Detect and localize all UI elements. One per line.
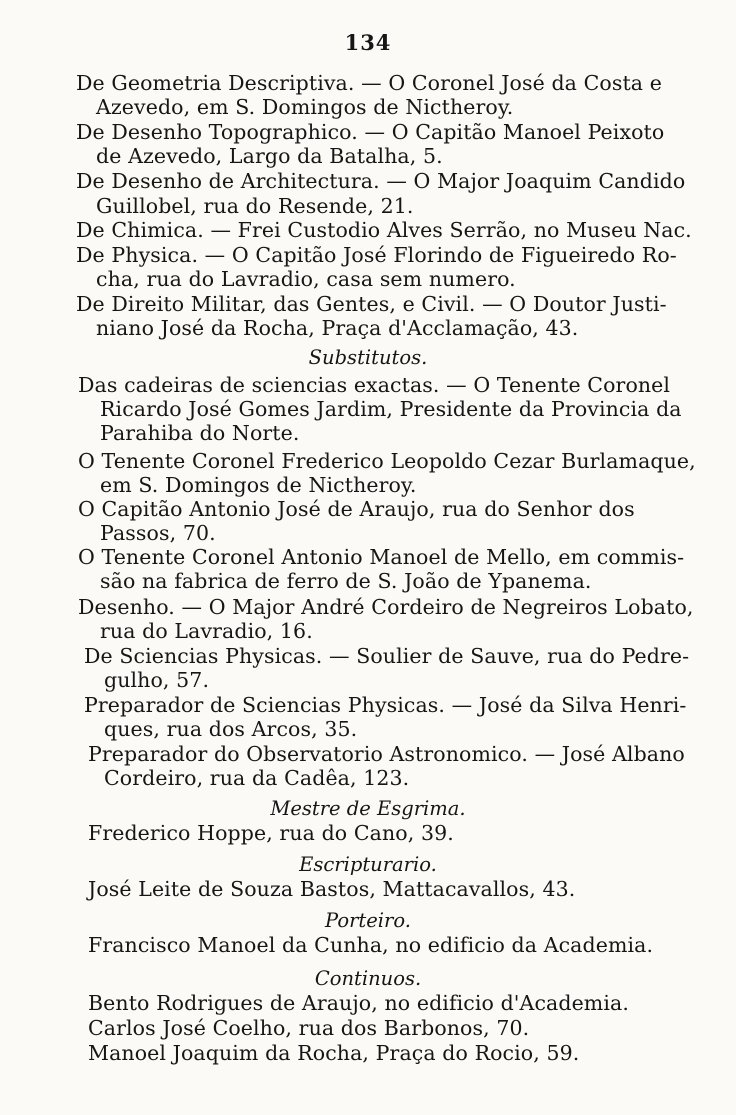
entry-physica: De Physica. — O Capitão José Florindo de Figueiredo Ro- [76, 243, 677, 267]
entry-porteiro: Francisco Manoel da Cunha, no edificio da Academia. [88, 933, 654, 957]
entry-araujo-cont: Passos, 70. [100, 521, 216, 545]
heading-escripturario: Escripturario. [299, 853, 437, 876]
entry-desenho-topographico: De Desenho Topographico. — O Capitão Manoel Peixoto [76, 120, 665, 144]
entry-araujo: O Capitão Antonio José de Araujo, rua do Senhor dos [78, 497, 635, 521]
entry-geometria-cont: Azevedo, em S. Domingos de Nictheroy. [96, 95, 514, 119]
entry-preparador-physicas: Preparador de Sciencias Physicas. — José da Silva Henri- [84, 693, 687, 717]
entry-desenho: Desenho. — O Major André Cordeiro de Negreiros Lobato, [78, 595, 694, 619]
entry-architectura-cont: Guillobel, rua do Resende, 21. [96, 194, 414, 218]
entry-preparador-observatorio: Preparador do Observatorio Astronomico. — José Albano [88, 742, 685, 766]
entry-desenho-cont: rua do Lavradio, 16. [100, 619, 313, 643]
entry-sciencias-exactas: Das cadeiras de sciencias exactas. — O Tenente Coronel [78, 373, 671, 397]
entry-continuo-3: Manoel Joaquim da Rocha, Praça do Rocio, 59. [88, 1041, 580, 1065]
entry-sciencias-physicas: De Sciencias Physicas. — Soulier de Sauve, rua do Pedre- [84, 644, 690, 668]
heading-substitutos: Substitutos. [308, 346, 428, 369]
entry-mello-cont: são na fabrica de ferro de S. João de Ypanema. [100, 569, 592, 593]
entry-chimica: De Chimica. — Frei Custodio Alves Serrão, no Museu Nac. [76, 218, 692, 242]
entry-escripturario: José Leite de Souza Bastos, Mattacavallos, 43. [88, 877, 576, 901]
entry-direito-militar: De Direito Militar, das Gentes, e Civil. — O Doutor Justi- [76, 292, 667, 316]
entry-burlamaque-cont: em S. Domingos de Nictheroy. [100, 473, 417, 497]
entry-continuo-1: Bento Rodrigues de Araujo, no edificio d'Academia. [88, 991, 629, 1015]
entry-desenho-topographico-cont: de Azevedo, Largo da Batalha, 5. [96, 144, 443, 168]
entry-direito-militar-cont: niano José da Rocha, Praça d'Acclamação, 43. [96, 316, 579, 340]
entry-geometria: De Geometria Descriptiva. — O Coronel José da Costa e [76, 71, 662, 95]
entry-sciencias-exactas-cont: Ricardo José Gomes Jardim, Presidente da Provincia da [100, 397, 682, 421]
entry-mello: O Tenente Coronel Antonio Manoel de Mello, em commis- [78, 545, 685, 569]
entry-continuo-2: Carlos José Coelho, rua dos Barbonos, 70. [88, 1016, 530, 1040]
heading-mestre-esgrima: Mestre de Esgrima. [270, 797, 466, 820]
entry-physica-cont: cha, rua do Lavradio, casa sem numero. [96, 267, 516, 291]
page-number: 134 [344, 30, 392, 55]
heading-porteiro: Porteiro. [325, 909, 411, 932]
heading-continuos: Continuos. [314, 967, 422, 990]
entry-preparador-observatorio-cont: Cordeiro, rua da Cadêa, 123. [104, 766, 410, 790]
entry-architectura: De Desenho de Architectura. — O Major Joaquim Candido [76, 169, 686, 193]
entry-sciencias-physicas-cont: gulho, 57. [104, 668, 210, 692]
entry-preparador-physicas-cont: ques, rua dos Arcos, 35. [104, 717, 358, 741]
entry-esgrima: Frederico Hoppe, rua do Cano, 39. [88, 821, 454, 845]
entry-sciencias-exactas-cont2: Parahiba do Norte. [100, 421, 300, 445]
entry-burlamaque: O Tenente Coronel Frederico Leopoldo Cezar Burlamaque, [78, 449, 696, 473]
